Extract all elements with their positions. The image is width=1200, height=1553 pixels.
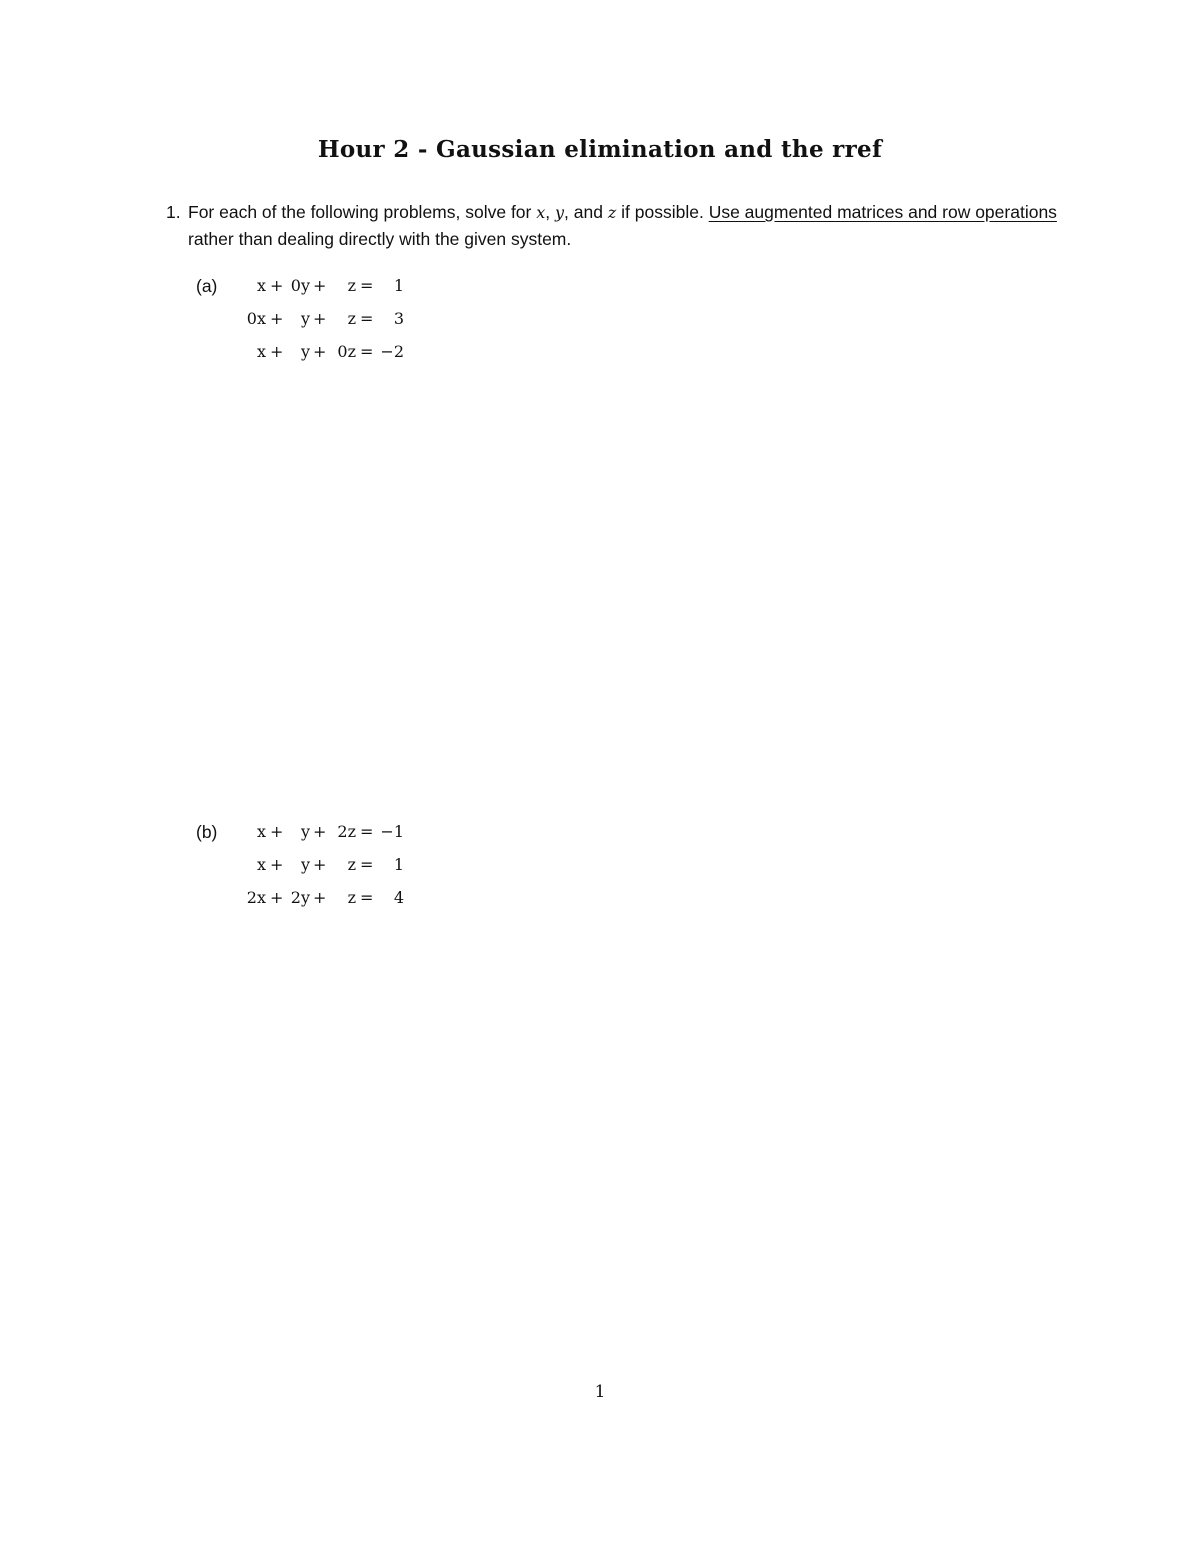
equation-row <box>242 855 422 879</box>
equation-term: x <box>256 822 266 841</box>
equation-rhs: 1 <box>393 276 404 295</box>
equation-term: 0z <box>337 342 356 361</box>
problem-statement <box>188 199 1066 252</box>
equation-term: y <box>300 822 310 841</box>
equation-operator: + <box>270 855 284 874</box>
equation-term: z <box>347 309 356 328</box>
equation-operator: + <box>270 309 284 328</box>
equation-operator: + <box>313 888 327 907</box>
equation-operator: + <box>270 342 284 361</box>
equation-term: 0y <box>290 276 310 295</box>
equation-row <box>242 342 422 366</box>
problem-text-part: , <box>545 202 555 222</box>
problem-text-part: rather than dealing directly with the given system. <box>188 229 572 249</box>
variable-y: y <box>555 203 565 222</box>
equation-operator: + <box>313 855 327 874</box>
problem-text-part: , and <box>564 202 608 222</box>
problem-text-part: For each of the following problems, solve for <box>188 202 537 222</box>
equation-term: z <box>347 276 356 295</box>
equation-term: 2z <box>337 822 356 841</box>
problem-number: 1. <box>166 202 181 222</box>
equation-equals: = <box>360 888 374 907</box>
equation-operator: + <box>313 342 327 361</box>
equation-operator: + <box>270 276 284 295</box>
equation-row <box>242 276 422 300</box>
equation-term: x <box>256 342 266 361</box>
equation-term: x <box>256 855 266 874</box>
equation-row <box>242 309 422 333</box>
underlined-instruction: Use augmented matrices and row operations <box>708 202 1057 222</box>
page-title: Hour 2 - Gaussian elimination and the rref <box>317 136 883 163</box>
part-label: (b) <box>196 822 218 842</box>
problem-1 <box>166 199 1066 252</box>
equation-equals: = <box>360 855 374 874</box>
equation-equals: = <box>360 822 374 841</box>
page-number: 1 <box>594 1382 606 1402</box>
equation-operator: + <box>313 276 327 295</box>
equation-operator: + <box>270 822 284 841</box>
equation-term: y <box>300 855 310 874</box>
equation-operator: + <box>270 888 284 907</box>
equation-equals: = <box>360 276 374 295</box>
equation-term: x <box>256 276 266 295</box>
equation-term: 0x <box>246 309 266 328</box>
equation-row <box>242 822 422 846</box>
equation-operator: + <box>313 309 327 328</box>
equation-rhs: 4 <box>393 888 404 907</box>
equation-rhs: −2 <box>380 342 404 361</box>
part-label: (a) <box>196 276 218 296</box>
equation-rhs: 1 <box>393 855 404 874</box>
equation-equals: = <box>360 309 374 328</box>
equation-term: y <box>300 342 310 361</box>
equation-term: z <box>347 855 356 874</box>
equation-term: 2x <box>246 888 266 907</box>
equation-term: y <box>300 309 310 328</box>
variable-x: x <box>536 203 546 222</box>
equation-operator: + <box>313 822 327 841</box>
equation-term: 2y <box>290 888 310 907</box>
equation-equals: = <box>360 342 374 361</box>
variable-z: z <box>607 203 617 222</box>
equation-row <box>242 888 422 912</box>
equation-rhs: 3 <box>393 309 404 328</box>
equation-term: z <box>347 888 356 907</box>
equation-rhs: −1 <box>380 822 404 841</box>
problem-text-part: if possible. <box>616 202 709 222</box>
